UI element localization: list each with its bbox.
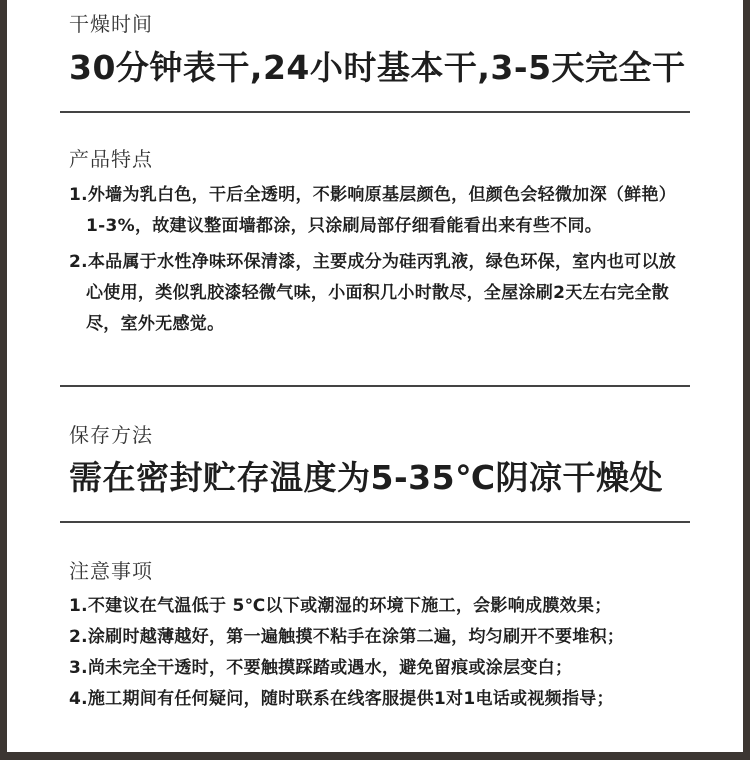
feature-item-2: 2.本品属于水性净味环保清漆，主要成分为硅丙乳液，绿色环保，室内也可以放心使用，类似乳胶漆轻微气味，小面积几小时散尽，全屋涂刷2天左右完全散尽，室外无感觉。 bbox=[69, 252, 677, 334]
storage-heading: 保存方法 bbox=[69, 423, 153, 447]
storage-section bbox=[69, 423, 691, 499]
storage-headline: 需在密封贮存温度为5-35℃阴凉干燥处 bbox=[69, 458, 664, 497]
features-list bbox=[69, 180, 691, 340]
note-item-1: 1.不建议在气温低于 5℃以下或潮湿的环境下施工，会影响成膜效果； bbox=[69, 596, 612, 616]
divider-1 bbox=[60, 111, 690, 113]
divider-2 bbox=[60, 385, 690, 387]
features-section bbox=[69, 147, 691, 340]
notes-heading: 注意事项 bbox=[69, 559, 153, 583]
features-heading: 产品特点 bbox=[69, 147, 153, 171]
divider-3 bbox=[60, 521, 690, 523]
note-item-4: 4.施工期间有任何疑问，随时联系在线客服提供1对1电话或视频指导； bbox=[69, 689, 614, 709]
drying-heading: 干燥时间 bbox=[69, 12, 153, 36]
notes-list bbox=[69, 591, 691, 715]
note-item-3: 3.尚未完全干透时，不要触摸踩踏或遇水，避免留痕或涂层变白； bbox=[69, 658, 573, 678]
notes-section bbox=[69, 559, 691, 715]
bottom-frame-bar bbox=[0, 752, 750, 760]
drying-section bbox=[69, 12, 691, 89]
feature-item-1: 1.外墙为乳白色，干后全透明，不影响原基层颜色，但颜色会轻微加深（鲜艳）1-3%，故建议整面墙都涂，只涂刷局部仔细看能看出来有些不同。 bbox=[69, 185, 677, 236]
drying-headline: 30分钟表干,24小时基本干,3-5天完全干 bbox=[69, 48, 686, 87]
note-item-2: 2.涂刷时越薄越好，第一遍触摸不粘手在涂第二遍，均匀刷开不要堆积； bbox=[69, 627, 625, 647]
